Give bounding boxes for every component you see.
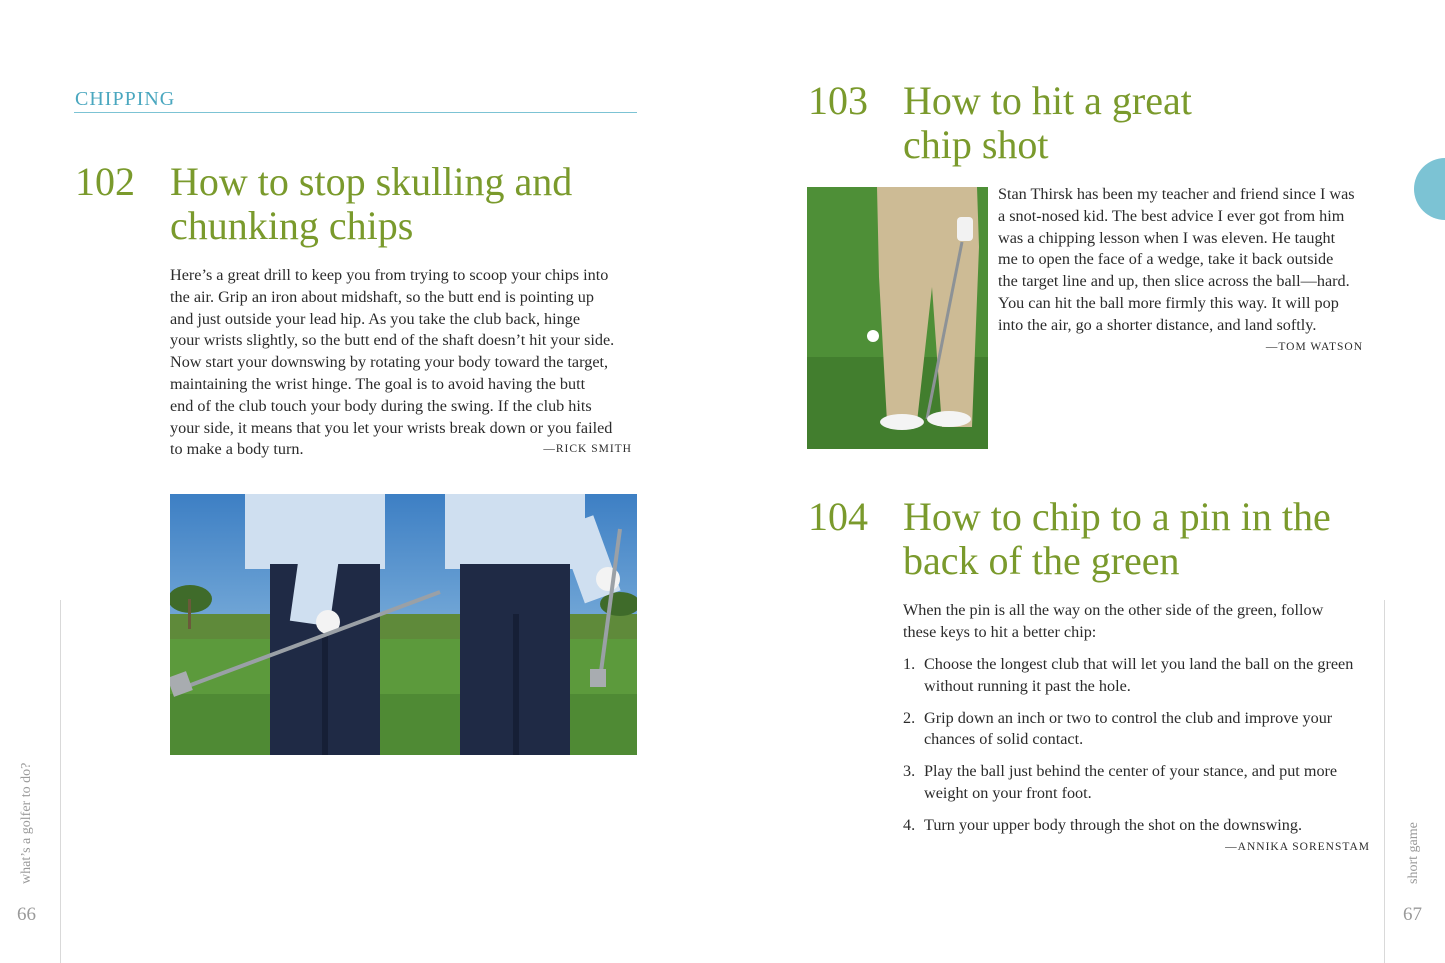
tip-103-body-line: me to open the face of a wedge, take it back outside [998,250,1334,269]
tip-103-number: 103 [808,78,868,123]
step-number: 2. [903,708,916,727]
tip-102-title [170,160,572,248]
tip-103-body-line: into the air, go a shorter distance, and land softly. [998,315,1317,334]
tip-102-body-line: your side, it means that you let your wrists break down or you failed [170,418,613,437]
tip-102-body-line: Now start your downswing by rotating your body toward the target, [170,353,609,372]
tip-104-intro [903,600,1378,644]
section-rule [74,112,637,113]
tip-102-body-line: maintaining the wrist hinge. The goal is to avoid having the butt [170,374,586,393]
tip-104-intro-line: When the pin is all the way on the other side of the green, follow [903,601,1324,619]
section-label: CHIPPING [75,88,176,110]
tip-102-title-line1: How to stop skulling and [170,159,573,204]
tip-102-body [170,265,640,461]
tip-102-body-line: Here’s a great drill to keep you from trying to scoop your chips into [170,266,609,284]
tip-103-body-line: You can hit the ball more firmly this way. It will pop [998,293,1339,312]
left-running-head: what’s a golfer to do? [19,762,34,884]
tip-103-body-line: Stan Thirsk has been my teacher and friend since I was [998,185,1355,203]
tip-103-title-line1: How to hit a great [903,78,1192,123]
tip-104-byline: —ANNIKA SORENSTAM [1225,841,1370,853]
tip-103-body [998,184,1378,337]
page-number-left: 66 [17,904,36,925]
tip-103-title [903,79,1192,167]
tip-102-body-line: end of the club touch your body during the swing. If the club hits [170,396,592,415]
tip-102-number: 102 [75,159,135,204]
step-line: chances of solid contact. [924,730,1084,749]
step-line: Turn your upper body through the shot on the downswing. [924,815,1302,834]
step-number: 4. [903,815,916,834]
tip-104-steps [903,654,1378,847]
tip-103-body-line: was a chipping lesson when I was eleven. He taught [998,228,1336,247]
list-item [903,708,1378,752]
tip-102-body-line: the air. Grip an iron about midshaft, so the butt end is pointing up [170,287,594,306]
step-line: without running it past the hole. [924,676,1131,695]
tip-102-title-line2: chunking chips [170,203,414,248]
tip-102-byline: —RICK SMITH [543,443,632,455]
step-line: Grip down an inch or two to control the club and improve your [924,708,1333,727]
tip-104-title-line1: How to chip to a pin in the [903,494,1331,539]
right-running-head: short game [1406,822,1421,884]
list-item [903,654,1378,698]
step-line: Choose the longest club that will let you land the ball on the green [924,655,1354,673]
chapter-tab [1414,158,1445,220]
tip-104-title [903,495,1331,583]
list-item [903,761,1378,805]
tip-102-body-line: and just outside your lead hip. As you take the club back, hinge [170,309,580,328]
page-number-right: 67 [1403,904,1422,925]
tip-104-title-line2: back of the green [903,538,1180,583]
tip-103-title-line2: chip shot [903,122,1049,167]
step-line: weight on your front foot. [924,783,1092,802]
step-number: 3. [903,762,916,781]
tip-102-body-line: your wrists slightly, so the butt end of the shaft doesn’t hit your side. [170,331,615,350]
chip-shot-photo [807,187,988,449]
tip-103-byline: —TOM WATSON [1265,341,1363,353]
right-margin-rule [1384,600,1385,963]
step-number: 1. [903,655,916,673]
left-margin-rule [60,600,61,963]
tip-102-body-line: to make a body turn. [170,440,304,459]
tip-103-body-line: a snot-nosed kid. The best advice I ever got from him [998,206,1345,225]
golfers-drill-photo [170,494,637,755]
tip-104-number: 104 [808,494,868,539]
tip-103-body-line: the target line and up, then slice across the ball—hard. [998,272,1350,291]
list-item [903,815,1378,837]
tip-104-intro-line: these keys to hit a better chip: [903,622,1097,641]
step-line: Play the ball just behind the center of your stance, and put more [924,762,1338,781]
